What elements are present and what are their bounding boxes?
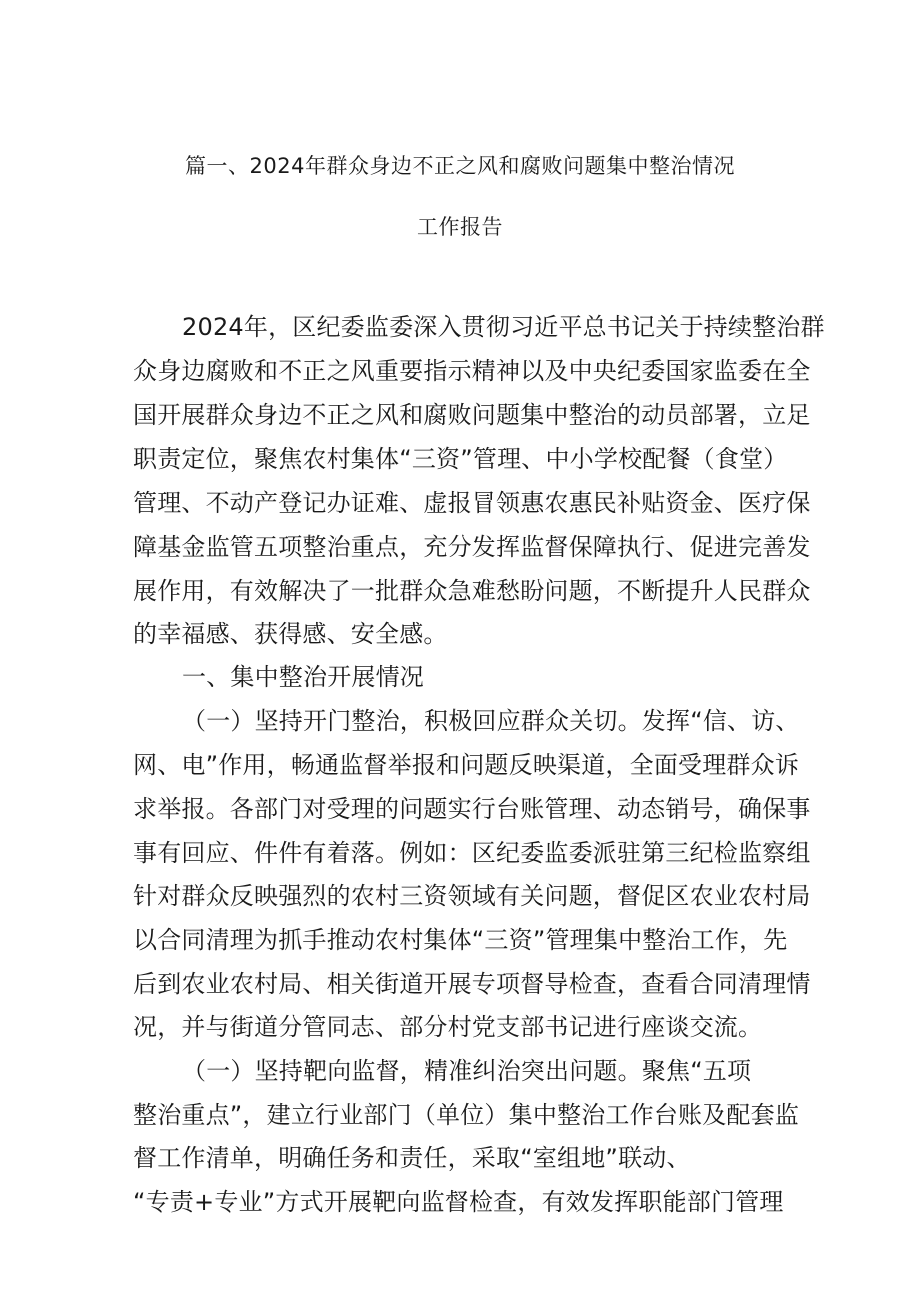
paragraph-line: 以合同清理为抓手推动农村集体“三资”管理集中整治工作，先 (133, 926, 788, 954)
paragraph-line: 众身边腐败和不正之风重要指示精神以及中央纪委国家监委在全 (133, 357, 811, 385)
paragraph-line: （一）坚持靶向监督，精准纠治突出问题。聚焦“五项 (182, 1057, 752, 1085)
paragraph-line: “专责+专业”方式开展靶向监督检查，有效发挥职能部门管理 (133, 1188, 784, 1216)
paragraph-line: 展作用，有效解决了一批群众急难愁盼问题，不断提升人民群众 (133, 577, 811, 605)
paragraph-line: 督工作清单，明确任务和责任，采取“室组地”联动、 (133, 1144, 691, 1172)
paragraph-line: 障基金监管五项整治重点，充分发挥监督保障执行、促进完善发 (133, 533, 811, 561)
paragraph-line: 针对群众反映强烈的农村三资领域有关问题，督促区农业农村局 (133, 882, 811, 910)
paragraph-line: 整治重点”，建立行业部门（单位）集中整治工作台账及配套监 (133, 1101, 800, 1129)
section-heading: 一、集中整治开展情况 (182, 663, 424, 691)
paragraph-line: 职责定位，聚焦农村集体“三资”管理、中小学校配餐（食堂） (133, 445, 788, 473)
paragraph-line: 求举报。各部门对受理的问题实行台账管理、动态销号，确保事 (133, 795, 811, 823)
paragraph-line: 后到农业农村局、相关街道开展专项督导检查，查看合同清理情 (133, 970, 811, 998)
paragraph-line: 网、电”作用，畅通监督举报和问题反映渠道，全面受理群众诉 (133, 751, 800, 779)
paragraph-line: 2024年，区纪委监委深入贯彻习近平总书记关于持续整治群 (182, 313, 825, 341)
paragraph-line: 况，并与街道分管同志、部分村党支部书记进行座谈交流。 (133, 1013, 763, 1041)
document-title-line-2: 工作报告 (417, 215, 503, 239)
paragraph-line: 国开展群众身边不正之风和腐败问题集中整治的动员部署，立足 (133, 401, 811, 429)
paragraph-line: 的幸福感、获得感、安全感。 (133, 620, 448, 648)
paragraph-line: 管理、不动产登记办证难、虚报冒领惠农惠民补贴资金、医疗保 (133, 489, 811, 517)
paragraph-line: （一）坚持开门整治，积极回应群众关切。发挥“信、访、 (182, 707, 800, 735)
document-title-line-1: 篇一、2024年群众身边不正之风和腐败问题集中整治情况 (185, 154, 735, 178)
paragraph-line: 事有回应、件件有着落。例如：区纪委监委派驻第三纪检监察组 (133, 839, 811, 867)
